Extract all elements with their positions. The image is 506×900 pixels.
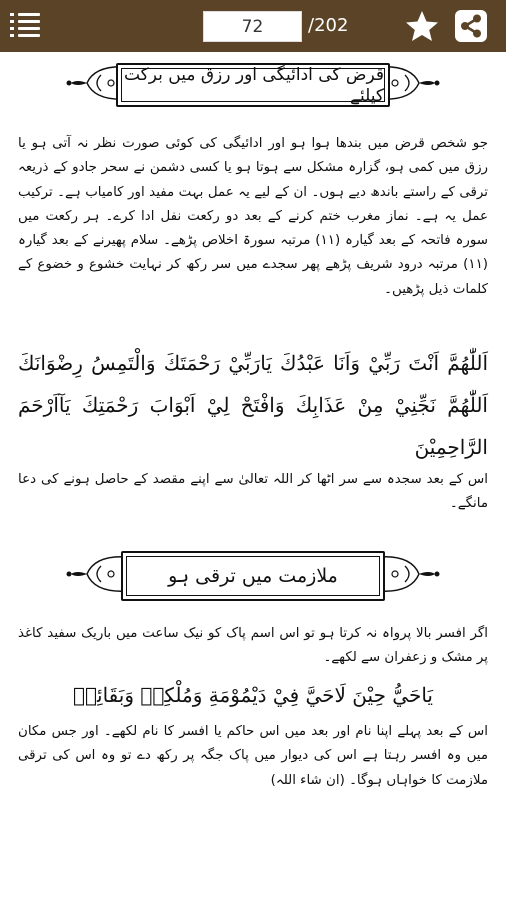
section-title-2: ملازمت میں ترقی ہو <box>126 556 380 596</box>
section-closing-2: اس کے بعد پہلے اپنا نام اور بعد میں اس حاکم یا افسر کا نام لکھے۔ اور جس مکان میں وہ افسر رہتا ہے اس کی دیوار میں پاک جگہ پر رکھ دے تو وہ اس کی ترقی ملازمت کا خواہاں ہوگا۔ (ان شاء اللہ) <box>18 724 488 788</box>
page-total-label: /202 <box>308 15 349 36</box>
ornament-right-icon <box>379 551 441 597</box>
star-icon <box>404 9 440 43</box>
ornament-left-icon <box>65 551 127 597</box>
share-icon <box>455 10 487 42</box>
section-title-1: قرض کی ادائیگی اور رزق میں برکت کیلئے <box>121 68 385 102</box>
dua-text-1: اَللّٰهُمَّ اَنْتَ رَبِّيْ وَاَنَا عَبْدُكَ يَارَبِّيْ رَحْمَتَكَ وَالْتَمِسُ رِضْوَانَكَ اَللّٰهُمَّ نَجِّنِيْ مِنْ عَذَابِكَ وَافْتَحْ لِيْ اَبْوَابَ رَحْمَتِكَ يَآاَرْحَمَ الرَّاحِمِيْنَ <box>18 351 488 459</box>
book-page <box>0 52 506 900</box>
section-header-2 <box>65 549 441 599</box>
section-body-2: اگر افسر بالا پرواہ نہ کرتا ہو تو اس اسم پاک کو نیک ساعت میں باریک سفید کاغذ پر مشک و زعفران سے لکھے۔ <box>18 626 488 666</box>
dua-text-2: يَاحَيُّ حِيْنَ لَاحَيَّ فِيْ دَيْمُوْمَةِ وَمُلْكِهٖ وَبَقَائِهٖ <box>73 683 433 707</box>
bookmark-button[interactable] <box>404 9 440 43</box>
section-header-1 <box>65 61 441 105</box>
section-body-1: جو شخص قرض میں بندھا ہوا ہو اور ادائیگی کی کوئی صورت نظر نہ آتی ہو یا رزق میں کمی ہو، گزارہ مشکل سے ہوتا ہو یا کسی دشمن نے سحر جادو کے ذریعہ ترقی کے راستے باندھ دیے ہوں۔ ان کے لیے یہ عمل بہت مفید اور کامیاب ہے۔ ترکیب عمل یہ ہے۔ نماز مغرب ختم کرنے کے بعد دو رکعت نفل ادا کرے۔ ہر رکعت میں سورہ فاتحہ کے بعد گیارہ (۱۱) مرتبہ سورۃ اخلاص پڑھے۔ سلام پھیرنے کے بعد گیارہ (۱۱) مرتبہ درود شریف پڑھے پھر سجدے میں سر رکھ کر نہایت خشوع و خضوع کے کلمات ذیل پڑھیں۔ <box>18 136 488 297</box>
menu-button[interactable] <box>6 8 52 44</box>
share-button[interactable] <box>455 10 487 42</box>
section-closing-1: اس کے بعد سجدہ سے سر اٹھا کر اللہ تعالیٰ سے اپنے مقصد کے حاصل ہونے کی دعا مانگے۔ <box>18 472 488 512</box>
top-toolbar <box>0 0 506 52</box>
page-number-input[interactable] <box>203 11 302 42</box>
